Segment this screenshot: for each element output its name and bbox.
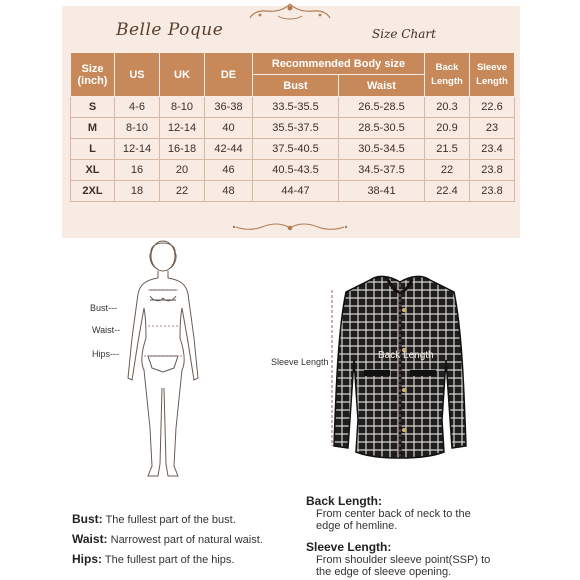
cell-sleeve-length: 23.4 <box>470 139 515 160</box>
def-waist-text: Narrowest part of natural waist. <box>110 534 263 546</box>
cell-us: 4-6 <box>115 97 160 118</box>
back-length-callout: Back Length <box>378 350 434 361</box>
top-ornament-icon <box>248 2 332 22</box>
cell-uk: 20 <box>160 160 205 181</box>
table-row <box>71 160 515 181</box>
def-sleeve-length-line1: From shoulder sleeve point(SSP) to <box>316 554 491 566</box>
header-back-length-line1: Back <box>435 61 459 73</box>
def-sleeve-length-term: Sleeve Length: <box>306 540 392 554</box>
header-back-length-line2: Length <box>431 75 463 87</box>
cell-de: 48 <box>205 181 253 202</box>
cell-sleeve-length: 22.6 <box>470 97 515 118</box>
header-sleeve-length-line1: Sleeve <box>476 61 508 73</box>
callout-hips: Hips--- <box>92 349 119 359</box>
cell-sleeve-length: 23.8 <box>470 181 515 202</box>
cell-bust: 35.5-37.5 <box>253 118 339 139</box>
cell-size: M <box>71 118 115 139</box>
cell-bust: 44-47 <box>253 181 339 202</box>
header-bust: Bust <box>253 75 339 97</box>
header-uk: UK <box>160 53 205 97</box>
cell-waist: 34.5-37.5 <box>339 160 425 181</box>
table-row <box>71 118 515 139</box>
cell-back-length: 21.5 <box>425 139 470 160</box>
header-de: DE <box>205 53 253 97</box>
cell-back-length: 20.3 <box>425 97 470 118</box>
header-sleeve-length <box>470 53 515 97</box>
sleeve-length-callout: Sleeve Length <box>271 357 329 367</box>
def-sleeve-length-line2: the edge of sleeve opening. <box>316 566 452 578</box>
cell-uk: 16-18 <box>160 139 205 160</box>
header-size-label: Size <box>81 62 104 75</box>
size-table <box>70 52 515 202</box>
cell-waist: 30.5-34.5 <box>339 139 425 160</box>
cell-us: 16 <box>115 160 160 181</box>
header-size-unit: (inch) <box>77 74 108 87</box>
cell-de: 42-44 <box>205 139 253 160</box>
cell-size: 2XL <box>71 181 115 202</box>
cell-sleeve-length: 23 <box>470 118 515 139</box>
cell-size: S <box>71 97 115 118</box>
def-sleeve-length <box>306 540 490 578</box>
table-row <box>71 139 515 160</box>
def-back-length-term: Back Length: <box>306 494 383 508</box>
callout-bust: Bust--- <box>90 303 117 313</box>
brand-logo: Belle Poque <box>116 20 224 40</box>
cell-bust: 40.5-43.5 <box>253 160 339 181</box>
cell-size: XL <box>71 160 115 181</box>
def-back-length-line1: From center back of neck to the <box>316 508 471 520</box>
body-figure-icon <box>108 238 218 488</box>
cell-de: 46 <box>205 160 253 181</box>
header-back-length <box>425 53 470 97</box>
header-waist: Waist <box>339 75 425 97</box>
def-back-length-line2: edge of hemline. <box>316 520 398 532</box>
cell-de: 36-38 <box>205 97 253 118</box>
cell-bust: 37.5-40.5 <box>253 139 339 160</box>
cell-waist: 38-41 <box>339 181 425 202</box>
def-bust-term: Bust: <box>72 512 103 526</box>
def-waist-term: Waist: <box>72 532 108 546</box>
cell-us: 18 <box>115 181 160 202</box>
def-hips-text: The fullest part of the hips. <box>104 554 235 566</box>
cell-back-length: 22 <box>425 160 470 181</box>
cell-back-length: 20.9 <box>425 118 470 139</box>
def-back-length <box>306 494 471 532</box>
cell-waist: 26.5-28.5 <box>339 97 425 118</box>
cell-de: 40 <box>205 118 253 139</box>
table-row <box>71 181 515 202</box>
def-hips-term: Hips: <box>72 552 102 566</box>
cell-uk: 22 <box>160 181 205 202</box>
jacket-image <box>330 270 470 470</box>
header-us: US <box>115 53 160 97</box>
table-row <box>71 97 515 118</box>
def-waist <box>72 532 263 546</box>
cell-us: 8-10 <box>115 118 160 139</box>
cell-uk: 8-10 <box>160 97 205 118</box>
cell-uk: 12-14 <box>160 118 205 139</box>
header-sleeve-length-line2: Length <box>476 75 508 87</box>
def-bust-text: The fullest part of the bust. <box>105 514 236 526</box>
bottom-ornament-icon <box>232 221 348 235</box>
cell-size: L <box>71 139 115 160</box>
cell-back-length: 22.4 <box>425 181 470 202</box>
chart-title: Size Chart <box>372 27 436 41</box>
cell-sleeve-length: 23.8 <box>470 160 515 181</box>
def-bust <box>72 512 236 526</box>
def-hips <box>72 552 235 566</box>
cell-us: 12-14 <box>115 139 160 160</box>
cell-waist: 28.5-30.5 <box>339 118 425 139</box>
cell-bust: 33.5-35.5 <box>253 97 339 118</box>
callout-waist: Waist-- <box>92 325 121 335</box>
header-recommended: Recommended Body size <box>253 53 425 75</box>
header-size <box>71 53 115 97</box>
